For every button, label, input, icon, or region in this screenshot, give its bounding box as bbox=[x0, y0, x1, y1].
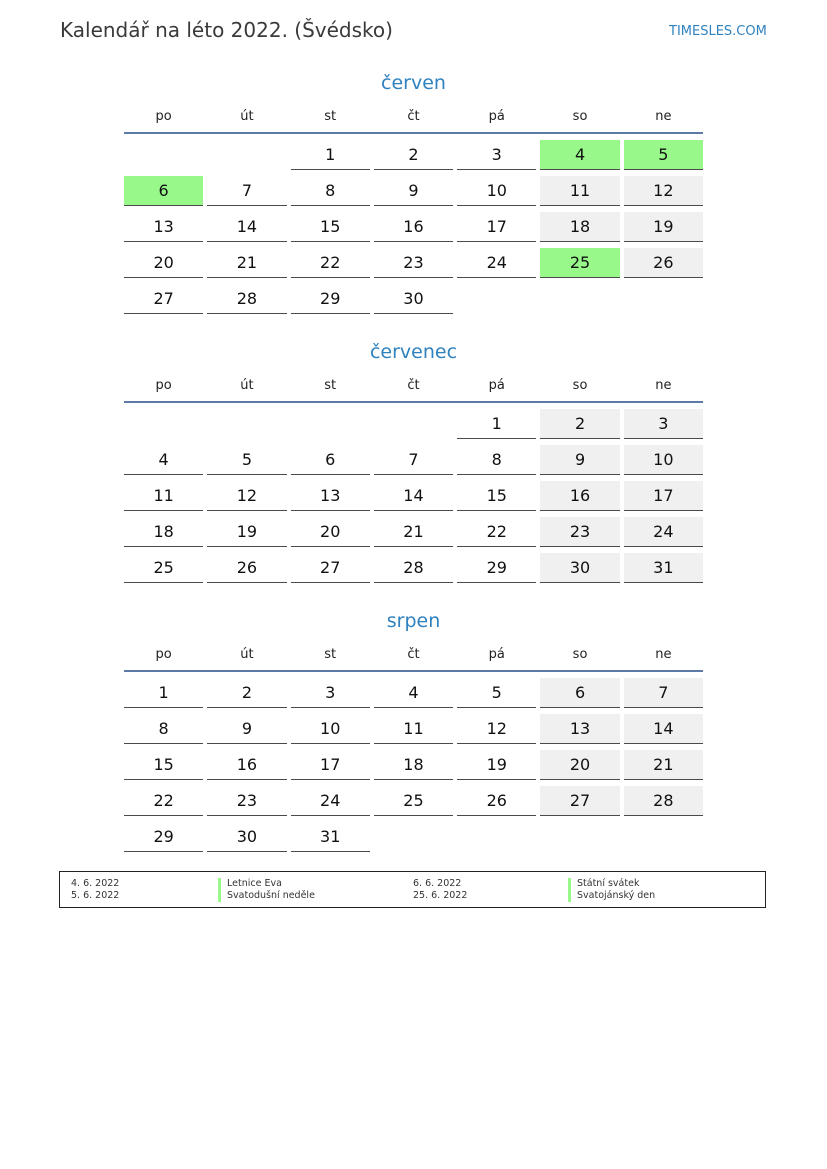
day-cell bbox=[622, 677, 705, 713]
day-cell bbox=[455, 677, 538, 713]
day-number: 11 bbox=[374, 714, 453, 744]
day-number: 2 bbox=[207, 678, 286, 708]
day-number: 16 bbox=[374, 212, 453, 242]
weekday-header bbox=[122, 640, 705, 670]
day-cell bbox=[372, 175, 455, 211]
weekday-label: st bbox=[324, 378, 337, 393]
day-cell bbox=[455, 408, 538, 444]
day-number: 6 bbox=[291, 445, 370, 475]
header-rule bbox=[124, 401, 703, 403]
day-number: 14 bbox=[374, 481, 453, 511]
day-number: 27 bbox=[291, 553, 370, 583]
day-cell bbox=[538, 552, 621, 588]
day-number: 30 bbox=[207, 822, 286, 852]
empty-day-cell bbox=[622, 821, 705, 857]
empty-day-cell bbox=[205, 139, 288, 175]
day-number: 4 bbox=[540, 140, 619, 170]
legend-holiday-name: Státní svátek bbox=[568, 878, 655, 890]
day-number: 5 bbox=[624, 140, 703, 170]
day-cell bbox=[538, 677, 621, 713]
site-link[interactable]: TIMESLES.COM bbox=[669, 24, 767, 39]
legend-date: 25. 6. 2022 bbox=[413, 890, 468, 901]
weekday-label: po bbox=[155, 647, 172, 662]
header-rule bbox=[124, 132, 703, 134]
day-cell bbox=[205, 175, 288, 211]
day-cell bbox=[372, 552, 455, 588]
day-cell bbox=[372, 211, 455, 247]
weekday-label: út bbox=[240, 378, 254, 393]
day-number: 20 bbox=[540, 750, 619, 780]
day-cell bbox=[372, 749, 455, 785]
page-title: Kalendář na léto 2022. (Švédsko) bbox=[60, 18, 393, 42]
week-row bbox=[122, 480, 705, 516]
day-cell bbox=[205, 552, 288, 588]
empty-day-cell bbox=[622, 283, 705, 319]
day-cell bbox=[455, 139, 538, 175]
legend-date: 5. 6. 2022 bbox=[71, 890, 120, 901]
day-cell bbox=[205, 713, 288, 749]
day-number: 8 bbox=[457, 445, 536, 475]
day-cell bbox=[622, 516, 705, 552]
day-cell bbox=[455, 785, 538, 821]
day-cell bbox=[205, 677, 288, 713]
week-row bbox=[122, 821, 705, 857]
day-grid bbox=[122, 408, 705, 588]
day-cell bbox=[622, 480, 705, 516]
day-cell bbox=[372, 516, 455, 552]
day-cell bbox=[622, 211, 705, 247]
day-number: 9 bbox=[540, 445, 619, 475]
day-number: 22 bbox=[291, 248, 370, 278]
day-cell bbox=[372, 785, 455, 821]
day-number: 25 bbox=[374, 786, 453, 816]
day-cell bbox=[455, 247, 538, 283]
day-number: 11 bbox=[124, 481, 203, 511]
day-number: 15 bbox=[124, 750, 203, 780]
day-number: 15 bbox=[457, 481, 536, 511]
day-cell bbox=[205, 211, 288, 247]
day-number: 23 bbox=[207, 786, 286, 816]
day-cell bbox=[372, 713, 455, 749]
day-number bbox=[457, 284, 536, 314]
day-number: 23 bbox=[540, 517, 619, 547]
week-row bbox=[122, 785, 705, 821]
month-title: červenec bbox=[369, 341, 458, 363]
week-row bbox=[122, 677, 705, 713]
day-cell bbox=[122, 677, 205, 713]
day-cell bbox=[205, 785, 288, 821]
day-number: 8 bbox=[291, 176, 370, 206]
day-number: 29 bbox=[457, 553, 536, 583]
day-number: 16 bbox=[207, 750, 286, 780]
empty-day-cell bbox=[372, 408, 455, 444]
weekday-label: čt bbox=[407, 109, 420, 124]
day-number: 4 bbox=[374, 678, 453, 708]
day-number: 9 bbox=[207, 714, 286, 744]
holiday-day-cell bbox=[622, 139, 705, 175]
day-number: 15 bbox=[291, 212, 370, 242]
day-cell bbox=[622, 175, 705, 211]
day-number: 21 bbox=[207, 248, 286, 278]
day-number: 28 bbox=[207, 284, 286, 314]
week-row bbox=[122, 211, 705, 247]
day-number: 12 bbox=[457, 714, 536, 744]
day-number: 23 bbox=[374, 248, 453, 278]
day-number: 25 bbox=[124, 553, 203, 583]
weekday-label: pá bbox=[488, 647, 505, 662]
empty-day-cell bbox=[122, 408, 205, 444]
day-number bbox=[124, 409, 203, 439]
legend-dates-right bbox=[413, 878, 467, 902]
month-title: červen bbox=[381, 72, 446, 94]
day-number bbox=[124, 140, 203, 170]
day-number: 28 bbox=[624, 786, 703, 816]
day-cell bbox=[122, 247, 205, 283]
day-cell bbox=[289, 211, 372, 247]
empty-day-cell bbox=[372, 821, 455, 857]
day-cell bbox=[622, 552, 705, 588]
day-number: 1 bbox=[457, 409, 536, 439]
day-number: 11 bbox=[540, 176, 619, 206]
day-number: 30 bbox=[374, 284, 453, 314]
month-june bbox=[122, 70, 705, 319]
day-cell bbox=[289, 139, 372, 175]
week-row bbox=[122, 139, 705, 175]
weekday-label: ne bbox=[655, 647, 672, 662]
day-cell bbox=[289, 480, 372, 516]
day-number: 12 bbox=[207, 481, 286, 511]
weekday-header bbox=[122, 102, 705, 132]
day-cell bbox=[122, 713, 205, 749]
day-number: 12 bbox=[624, 176, 703, 206]
month-july bbox=[122, 339, 705, 588]
empty-day-cell bbox=[538, 821, 621, 857]
day-cell bbox=[372, 444, 455, 480]
day-number: 14 bbox=[624, 714, 703, 744]
day-number: 10 bbox=[624, 445, 703, 475]
day-cell bbox=[455, 175, 538, 211]
week-row bbox=[122, 444, 705, 480]
holiday-day-cell bbox=[122, 175, 205, 211]
legend-holiday-name: Svatodušní neděle bbox=[218, 890, 315, 902]
day-cell bbox=[122, 211, 205, 247]
day-cell bbox=[122, 821, 205, 857]
day-number: 10 bbox=[457, 176, 536, 206]
weekday-label: čt bbox=[407, 378, 420, 393]
weekday-label: po bbox=[155, 109, 172, 124]
day-cell bbox=[455, 211, 538, 247]
day-number bbox=[457, 822, 536, 852]
legend-names-right bbox=[568, 878, 655, 902]
week-row bbox=[122, 713, 705, 749]
day-cell bbox=[122, 480, 205, 516]
day-number: 28 bbox=[374, 553, 453, 583]
day-cell bbox=[122, 283, 205, 319]
weekday-label: st bbox=[324, 109, 337, 124]
day-number bbox=[624, 822, 703, 852]
day-cell bbox=[455, 516, 538, 552]
weekday-label: ne bbox=[655, 378, 672, 393]
day-number: 18 bbox=[124, 517, 203, 547]
day-grid bbox=[122, 139, 705, 319]
day-cell bbox=[289, 749, 372, 785]
day-cell bbox=[622, 247, 705, 283]
day-number: 19 bbox=[207, 517, 286, 547]
day-cell bbox=[538, 480, 621, 516]
day-cell bbox=[205, 480, 288, 516]
day-cell bbox=[372, 247, 455, 283]
day-number: 20 bbox=[124, 248, 203, 278]
month-title: srpen bbox=[386, 610, 441, 632]
day-cell bbox=[289, 175, 372, 211]
day-cell bbox=[289, 283, 372, 319]
week-row bbox=[122, 247, 705, 283]
day-number bbox=[207, 409, 286, 439]
day-number bbox=[374, 822, 453, 852]
day-grid bbox=[122, 677, 705, 857]
weekday-label: so bbox=[572, 647, 588, 662]
day-number: 31 bbox=[291, 822, 370, 852]
day-number: 9 bbox=[374, 176, 453, 206]
day-number: 18 bbox=[374, 750, 453, 780]
day-cell bbox=[205, 516, 288, 552]
day-cell bbox=[122, 552, 205, 588]
day-cell bbox=[455, 552, 538, 588]
day-number: 4 bbox=[124, 445, 203, 475]
day-number: 20 bbox=[291, 517, 370, 547]
day-number: 24 bbox=[624, 517, 703, 547]
day-number bbox=[624, 284, 703, 314]
day-cell bbox=[622, 444, 705, 480]
day-number: 1 bbox=[124, 678, 203, 708]
holiday-legend bbox=[59, 871, 766, 908]
day-cell bbox=[122, 516, 205, 552]
day-cell bbox=[538, 408, 621, 444]
legend-holiday-name: Letnice Eva bbox=[218, 878, 315, 890]
day-number: 6 bbox=[540, 678, 619, 708]
day-number: 25 bbox=[540, 248, 619, 278]
day-number: 1 bbox=[291, 140, 370, 170]
day-cell bbox=[372, 283, 455, 319]
month-august bbox=[122, 608, 705, 857]
legend-holiday-name: Svatojánský den bbox=[568, 890, 655, 902]
day-number: 6 bbox=[124, 176, 203, 206]
day-number: 27 bbox=[540, 786, 619, 816]
day-number: 5 bbox=[457, 678, 536, 708]
day-cell bbox=[538, 713, 621, 749]
day-cell bbox=[538, 749, 621, 785]
day-number: 2 bbox=[374, 140, 453, 170]
day-cell bbox=[289, 677, 372, 713]
weekday-label: čt bbox=[407, 647, 420, 662]
day-number: 3 bbox=[457, 140, 536, 170]
legend-dates-left bbox=[71, 878, 119, 902]
day-cell bbox=[205, 749, 288, 785]
day-cell bbox=[538, 516, 621, 552]
empty-day-cell bbox=[205, 408, 288, 444]
day-cell bbox=[372, 139, 455, 175]
day-cell bbox=[455, 713, 538, 749]
legend-date: 6. 6. 2022 bbox=[413, 878, 462, 889]
day-cell bbox=[122, 749, 205, 785]
day-number: 29 bbox=[291, 284, 370, 314]
day-cell bbox=[538, 444, 621, 480]
day-cell bbox=[622, 408, 705, 444]
day-number bbox=[374, 409, 453, 439]
week-row bbox=[122, 516, 705, 552]
week-row bbox=[122, 175, 705, 211]
day-cell bbox=[205, 444, 288, 480]
legend-names-left bbox=[218, 878, 315, 902]
empty-day-cell bbox=[122, 139, 205, 175]
empty-day-cell bbox=[455, 283, 538, 319]
empty-day-cell bbox=[289, 408, 372, 444]
weekday-label: so bbox=[572, 109, 588, 124]
holiday-day-cell bbox=[538, 247, 621, 283]
day-cell bbox=[289, 821, 372, 857]
day-cell bbox=[622, 785, 705, 821]
day-number: 21 bbox=[624, 750, 703, 780]
day-cell bbox=[289, 713, 372, 749]
day-number: 7 bbox=[207, 176, 286, 206]
day-number: 3 bbox=[291, 678, 370, 708]
legend-date: 4. 6. 2022 bbox=[71, 878, 120, 889]
day-number: 24 bbox=[291, 786, 370, 816]
day-cell bbox=[122, 785, 205, 821]
day-number: 13 bbox=[291, 481, 370, 511]
day-cell bbox=[205, 283, 288, 319]
day-cell bbox=[205, 821, 288, 857]
day-number: 24 bbox=[457, 248, 536, 278]
weekday-label: ne bbox=[655, 109, 672, 124]
day-cell bbox=[289, 785, 372, 821]
day-number: 16 bbox=[540, 481, 619, 511]
day-number bbox=[540, 822, 619, 852]
day-number: 14 bbox=[207, 212, 286, 242]
day-number: 5 bbox=[207, 445, 286, 475]
day-number: 19 bbox=[624, 212, 703, 242]
weekday-label: út bbox=[240, 109, 254, 124]
day-number: 31 bbox=[624, 553, 703, 583]
day-number bbox=[540, 284, 619, 314]
day-number: 26 bbox=[207, 553, 286, 583]
day-cell bbox=[372, 480, 455, 516]
weekday-label: so bbox=[572, 378, 588, 393]
day-number: 22 bbox=[457, 517, 536, 547]
day-cell bbox=[538, 785, 621, 821]
day-number bbox=[207, 140, 286, 170]
empty-day-cell bbox=[538, 283, 621, 319]
day-number: 7 bbox=[374, 445, 453, 475]
day-cell bbox=[205, 247, 288, 283]
weekday-header bbox=[122, 371, 705, 401]
day-number bbox=[291, 409, 370, 439]
day-number: 10 bbox=[291, 714, 370, 744]
day-cell bbox=[455, 480, 538, 516]
day-cell bbox=[622, 713, 705, 749]
holiday-day-cell bbox=[538, 139, 621, 175]
day-number: 29 bbox=[124, 822, 203, 852]
day-number: 17 bbox=[457, 212, 536, 242]
day-number: 17 bbox=[291, 750, 370, 780]
day-cell bbox=[289, 552, 372, 588]
week-row bbox=[122, 552, 705, 588]
day-number: 8 bbox=[124, 714, 203, 744]
day-number: 7 bbox=[624, 678, 703, 708]
day-number: 30 bbox=[540, 553, 619, 583]
day-number: 18 bbox=[540, 212, 619, 242]
empty-day-cell bbox=[455, 821, 538, 857]
weekday-label: pá bbox=[488, 378, 505, 393]
day-cell bbox=[372, 677, 455, 713]
weekday-label: st bbox=[324, 647, 337, 662]
day-number: 2 bbox=[540, 409, 619, 439]
day-number: 22 bbox=[124, 786, 203, 816]
day-number: 21 bbox=[374, 517, 453, 547]
header-rule bbox=[124, 670, 703, 672]
day-number: 26 bbox=[624, 248, 703, 278]
day-cell bbox=[455, 444, 538, 480]
day-number: 3 bbox=[624, 409, 703, 439]
week-row bbox=[122, 283, 705, 319]
day-cell bbox=[538, 175, 621, 211]
week-row bbox=[122, 749, 705, 785]
day-cell bbox=[455, 749, 538, 785]
day-number: 13 bbox=[540, 714, 619, 744]
day-number: 17 bbox=[624, 481, 703, 511]
day-number: 19 bbox=[457, 750, 536, 780]
week-row bbox=[122, 408, 705, 444]
day-cell bbox=[538, 211, 621, 247]
day-cell bbox=[289, 444, 372, 480]
day-number: 13 bbox=[124, 212, 203, 242]
day-cell bbox=[622, 749, 705, 785]
weekday-label: pá bbox=[488, 109, 505, 124]
day-cell bbox=[289, 516, 372, 552]
day-number: 26 bbox=[457, 786, 536, 816]
day-cell bbox=[289, 247, 372, 283]
weekday-label: po bbox=[155, 378, 172, 393]
day-cell bbox=[122, 444, 205, 480]
day-number: 27 bbox=[124, 284, 203, 314]
weekday-label: út bbox=[240, 647, 254, 662]
